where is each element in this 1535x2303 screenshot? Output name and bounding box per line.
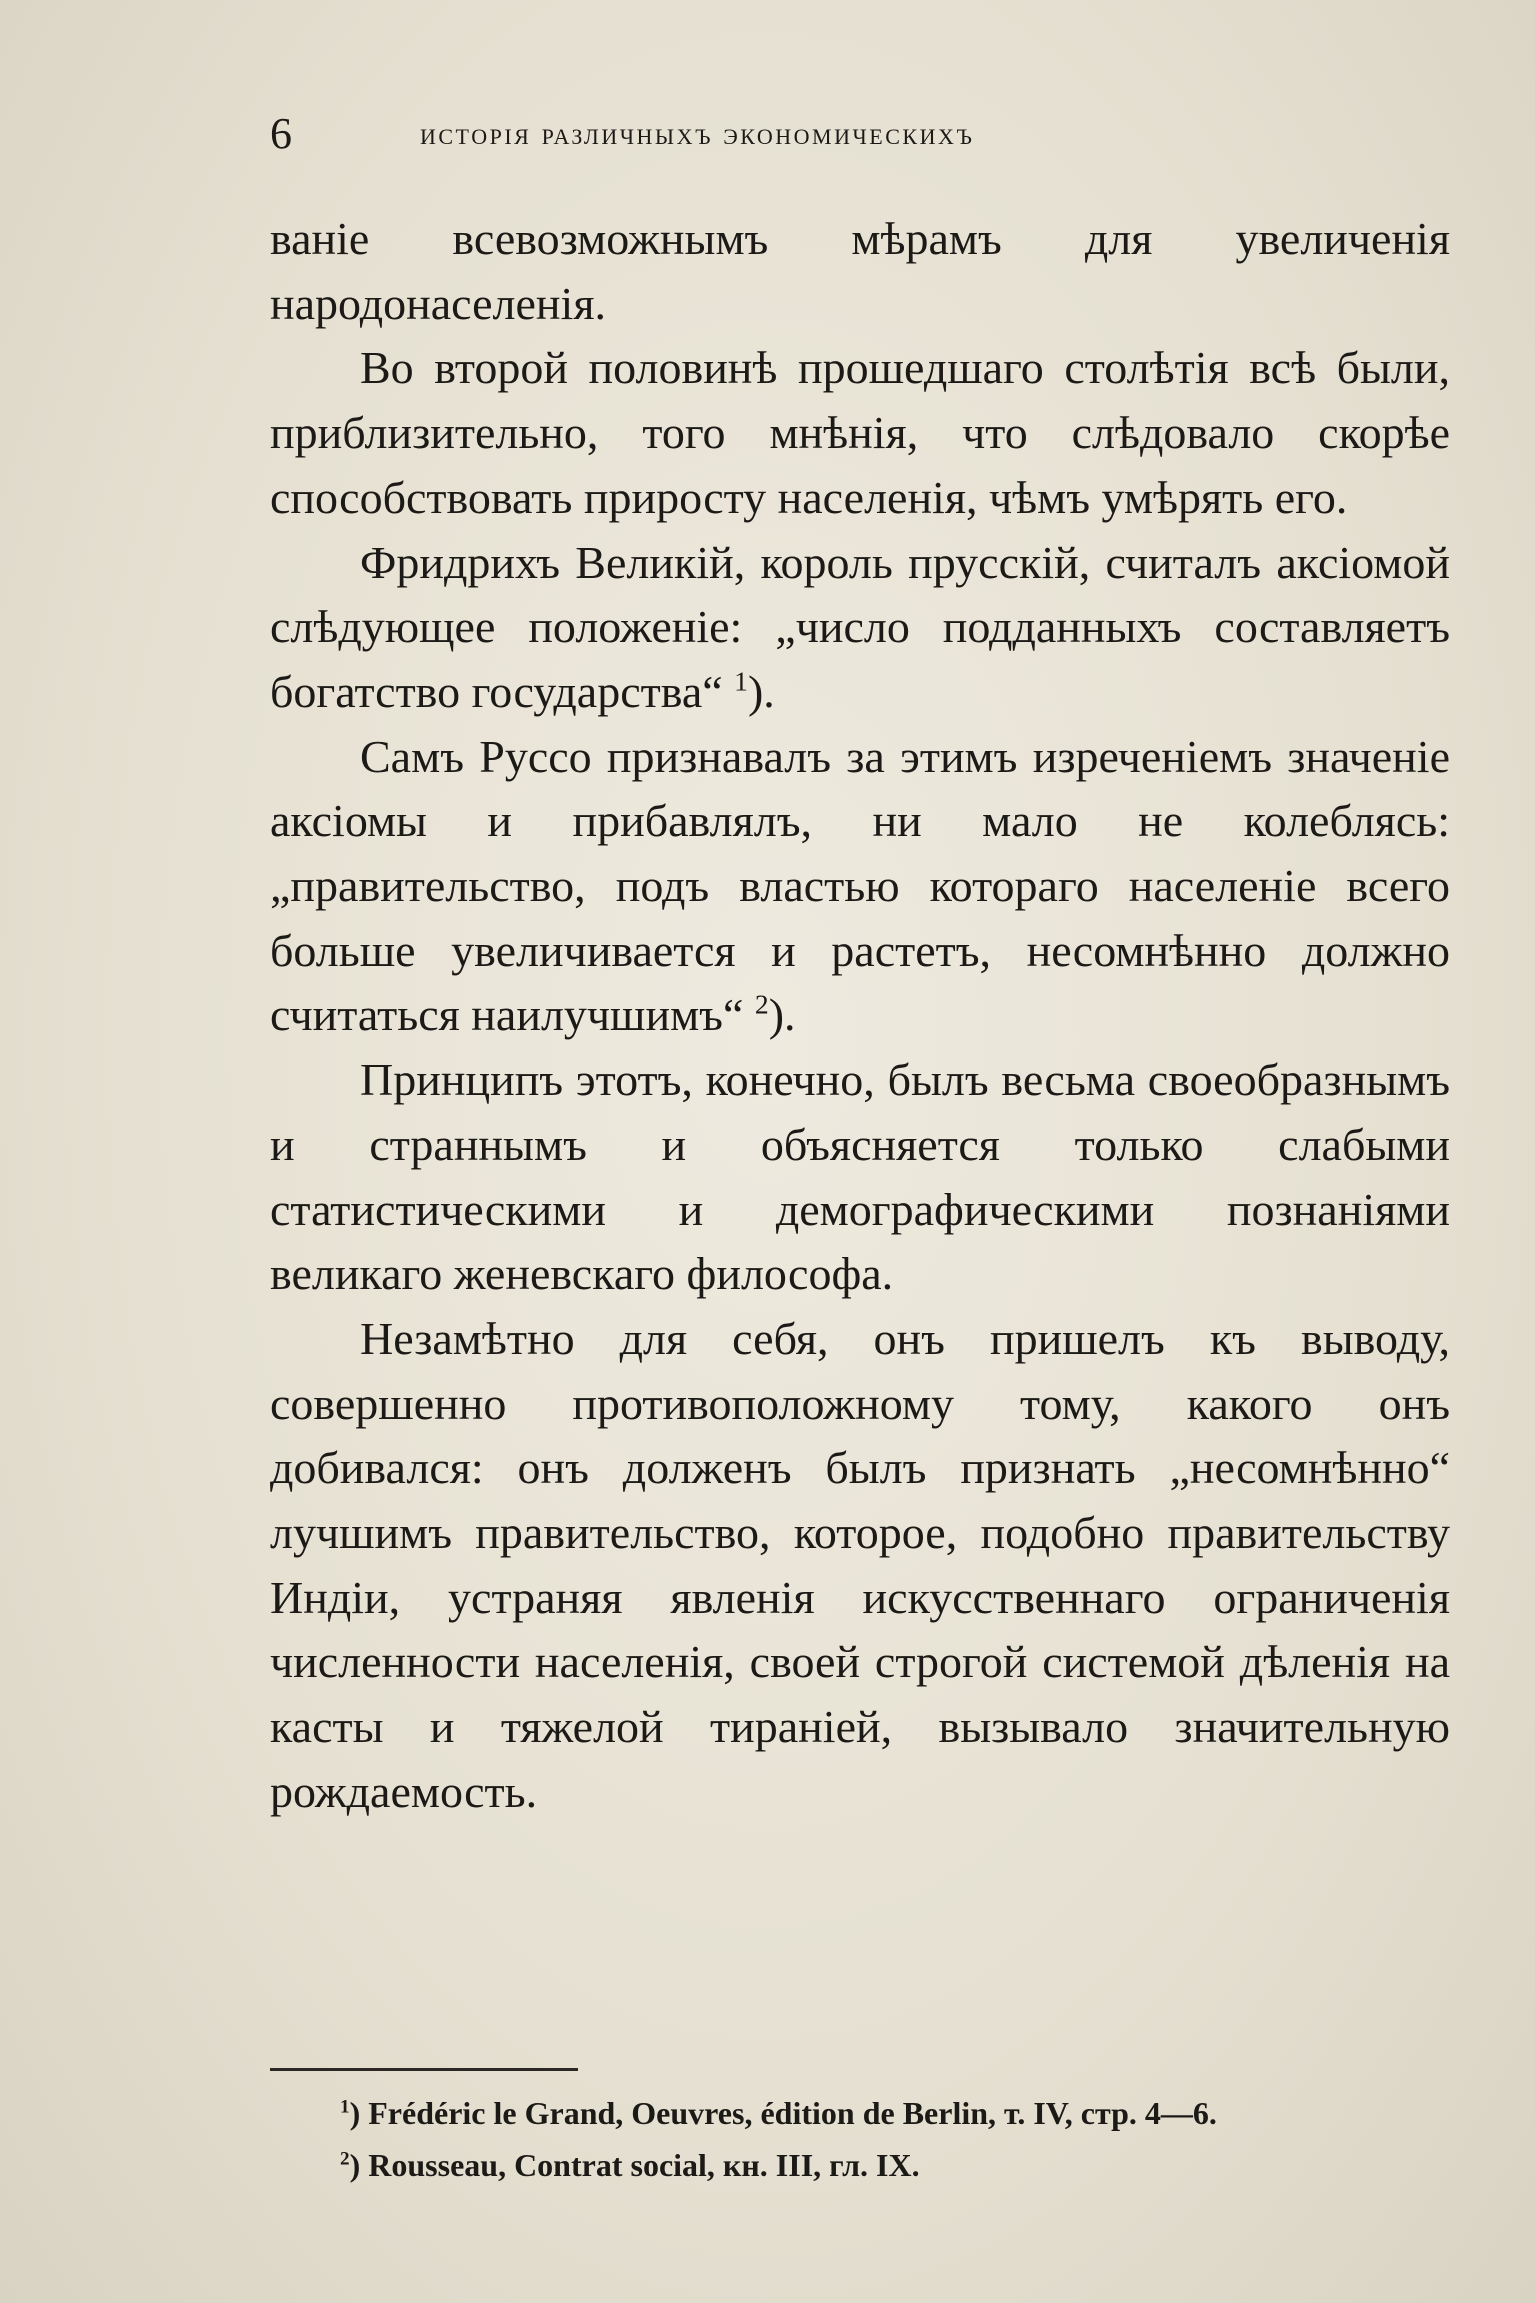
paragraph-1: ваніе всевозможнымъ мѣрамъ для увеличенія народонаселенія. <box>270 213 1450 329</box>
footnote-ref-2-close: ). <box>768 989 796 1041</box>
footnote-1 <box>340 2087 1440 2139</box>
footnote-2-text: ) Rousseau, Contrat social, кн. III, гл. IX. <box>349 2147 920 2183</box>
footnote-2 <box>340 2139 1440 2191</box>
footnotes <box>340 2087 1440 2191</box>
body-text <box>270 207 1450 1825</box>
paragraph-6: Незамѣтно для себя, онъ пришелъ къ выводу, совершенно противоположному тому, какого онъ добивался: онъ долженъ былъ признать „несомнѣнно“ лучшимъ правительство, которое, подобно правительству Индіи, устраняя явленія искусственнаго ограниченія численности населенія, своей строгой системой дѣленія на касты и тяжелой тираніей, вызывало значительную рождаемость. <box>270 1312 1450 1817</box>
paragraph-4-text: Самъ Руссо признавалъ за этимъ изреченіемъ значеніе аксіомы и прибавлялъ, ни мало не колеблясь: „правительство, подъ властью котораго населеніе всего больше увеличивается и растетъ, несомнѣнно должно считаться наилучшимъ“ <box>270 730 1450 1041</box>
footnote-1-marker: 1 <box>340 2096 350 2118</box>
page-header <box>270 108 1270 168</box>
paragraph-3 <box>270 531 1450 725</box>
paragraph-2: Во второй половинѣ прошедшаго столѣтія всѣ были, приблизительно, того мнѣнія, что слѣдовало скорѣе способствовать приросту населенія, чѣмъ умѣрять его. <box>270 342 1450 523</box>
running-title: исторія различныхъ экономическихъ <box>420 116 975 151</box>
page-number: 6 <box>270 109 292 158</box>
footnote-ref-1-close: ). <box>747 665 775 717</box>
footnote-1-text: ) Frédéric le Grand, Oeuvres, édition de Berlin, т. IV, стр. 4—6. <box>349 2095 1217 2131</box>
paragraph-5: Принципъ этотъ, конечно, былъ весьма своеобразнымъ и страннымъ и объясняется только слабыми статистическими и демографическими познаніями великаго женевскаго философа. <box>270 1054 1450 1300</box>
paragraph-3-text: Фридрихъ Великій, король прусскій, считалъ аксіомой слѣдующее положеніе: „число подданныхъ составляетъ богатство государства“ <box>270 536 1450 717</box>
footnote-divider <box>270 2068 578 2071</box>
paragraph-4 <box>270 725 1450 1049</box>
footnote-ref-2[interactable]: 2 <box>754 988 769 1020</box>
footnote-2-marker: 2 <box>340 2148 350 2170</box>
footnote-ref-1[interactable]: 1 <box>734 665 748 697</box>
